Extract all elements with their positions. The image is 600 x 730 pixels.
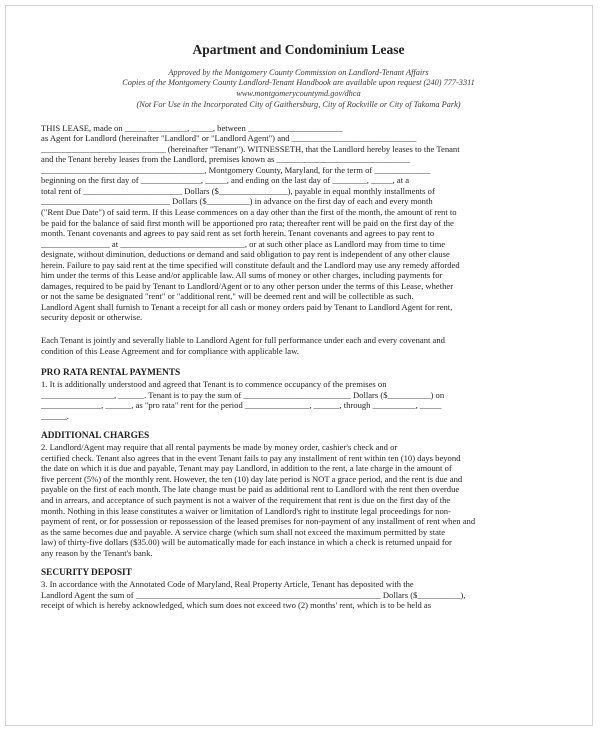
- text-line: him under the terms of this Lease and/or applicable law. All sums of money or other charges, including payments for: [41, 270, 443, 281]
- text-line: receipt of which is hereby acknowledged, which sum does not exceed two (2) months' rent, which is to be held as: [41, 600, 432, 611]
- text-line: as Agent for Landlord (hereinafter "Landlord" or "Landlord Agent") and _____________________________: [41, 133, 417, 144]
- section-heading: ADDITIONAL CHARGES: [41, 431, 150, 442]
- section-security-deposit: [41, 568, 556, 611]
- section-additional-charges: [41, 431, 556, 558]
- text-line: beginning on the first day of ______________, _____, and ending on the last day of ________, _____, at a: [41, 175, 410, 186]
- text-line: Landlord Agent shall furnish to Tenant a receipt for all cash or money orders paid by Tenant to Landlord Agent for rent,: [41, 301, 453, 312]
- text-line: damages, required to be paid by Tenant to Landlord/Agent or to any other person under the terms of this Lease, whether: [41, 280, 454, 291]
- text-line: _________________, ______. Tenant is to pay the sum of _________________________ Dollars ($__________) on: [41, 389, 445, 400]
- text-line: ________________ at _____________________________, or at such other place as Landlord may from time to time: [41, 238, 446, 249]
- text-line: ______.: [41, 410, 69, 421]
- text-line: and the Tenant hereby leases from the Landlord, premises known as _______________________________: [41, 154, 410, 165]
- text-line: _____________________________ (hereinafter "Tenant"). WITNESSETH, that the Landlord hereby leases to the Tenant: [41, 143, 460, 154]
- section-pro-rata: [41, 368, 556, 421]
- text-line: 1. It is additionally understood and agreed that Tenant is to commence occupancy of the premises on: [41, 379, 387, 390]
- text-line: 3. In accordance with the Annotated Code of Maryland, Real Property Article, Tenant has deposited with the: [41, 579, 414, 590]
- text-line: certified check. Tenant also agrees that in the event Tenant fails to pay any installment of rent within ten (10) days beyond: [41, 452, 461, 463]
- text-line: security deposit or otherwise.: [41, 312, 143, 323]
- approval-block: [41, 68, 556, 111]
- text-line: Each Tenant is jointly and severally liable to Landlord Agent for full performance under each and every covenant and: [41, 335, 445, 346]
- text-line: any reason by the Tenant's bank.: [41, 547, 153, 558]
- text-line: five percent (5%) of the monthly rent. However, the ten (10) day late period is NOT a grace period, and the rent is due and: [41, 473, 463, 484]
- text-line: law) of thirty-five dollars ($35.00) will be automatically made for each instance in which a check is returned unpaid for: [41, 537, 452, 548]
- text-line: the date on which it is due and payable, Tenant may pay Landlord, in addition to the rent, a late charge in the amount of: [41, 463, 452, 474]
- approval-line: www.montgomerycountymd.gov/dhca: [236, 88, 361, 98]
- text-line: condition of this Lease Agreement and for compliance with applicable law.: [41, 345, 299, 356]
- text-line: payment of rent, or for possession or repossession of the leased premises for non-payment of any installment of rent when and: [41, 516, 476, 527]
- text-line: Landlord Agent the sum of _________________________________________________________ Dollars ($__________),: [41, 589, 466, 600]
- text-line: as the same becomes due and payable. A service charge (which sum shall not exceed the maximum permitted by state: [41, 526, 446, 537]
- approval-line: Approved by the Montgomery County Commission on Landlord-Tenant Affairs: [168, 68, 429, 77]
- document-title: Apartment and Condominium Lease: [192, 42, 405, 57]
- text-line: 2. Landlord/Agent may require that all rental payments be made by money order, cashier's check and or: [41, 442, 398, 453]
- approval-line: Copies of the Montgomery County Landlord-Tenant Handbook are available upon request (240) 777-3311: [122, 78, 475, 88]
- text-line: month. Nothing in this lease constitutes a waiver or limitation of Landlord's right to institute legal proceedings for non-: [41, 505, 451, 516]
- text-line: be paid for the balance of said first month will be apportioned pro rata; thereafter rent will be paid on the first day of the: [41, 217, 454, 228]
- text-line: total rent of _______________________ Dollars ($________________), payable in equal monthly installments of: [41, 185, 435, 196]
- jurisdiction-notice: (Not For Use in the Incorporated City of Gaithersburg, City of Rockville or City of Takoma Park): [136, 100, 461, 110]
- opening-paragraph: [41, 123, 556, 323]
- section-heading: PRO RATA RENTAL PAYMENTS: [41, 368, 181, 379]
- text-line: ("Rent Due Date") of said term. If this Lease commences on a day other than the first of the month, the amount of rent to: [41, 207, 457, 217]
- text-line: and in arrears, and acceptance of such payment is not a waiver of the requirement that rent is due on the first day of the: [41, 495, 451, 506]
- text-line: ______________________________ Dollars ($__________) in advance on the first day of each and every month: [41, 196, 433, 207]
- text-line: herein. Failure to pay said rent at the time specified will constitute default and the Landlord may use any remedy afforded: [41, 259, 460, 270]
- text-line: THIS LEASE, made on _____ _________, _____, between ______________________: [41, 122, 343, 133]
- text-line: ______________________________________, Montgomery County, Maryland, for the term of _____________: [41, 164, 431, 175]
- text-line: month. Tenant covenants and agrees to pay said rent as set forth herein. Tenant covenants and agrees to pay rent to: [41, 228, 435, 239]
- text-line: ______________, ______, as "pro rata" rent for the period _______________, ______, through __________, _____: [41, 400, 442, 411]
- text-line: designate, without diminution, deductions or demand and said obligation to pay rent is independent of any other clause: [41, 249, 450, 260]
- section-heading: SECURITY DEPOSIT: [41, 568, 132, 579]
- joint-liability-paragraph: [41, 335, 556, 356]
- text-line: payable on the first of each month. The late change must be paid as additional rent to Landlord with the rent then overdue: [41, 484, 460, 495]
- text-line: or not the same be designated "rent" or "additional rent," will be deemed rent and will be collectible as such.: [41, 291, 414, 302]
